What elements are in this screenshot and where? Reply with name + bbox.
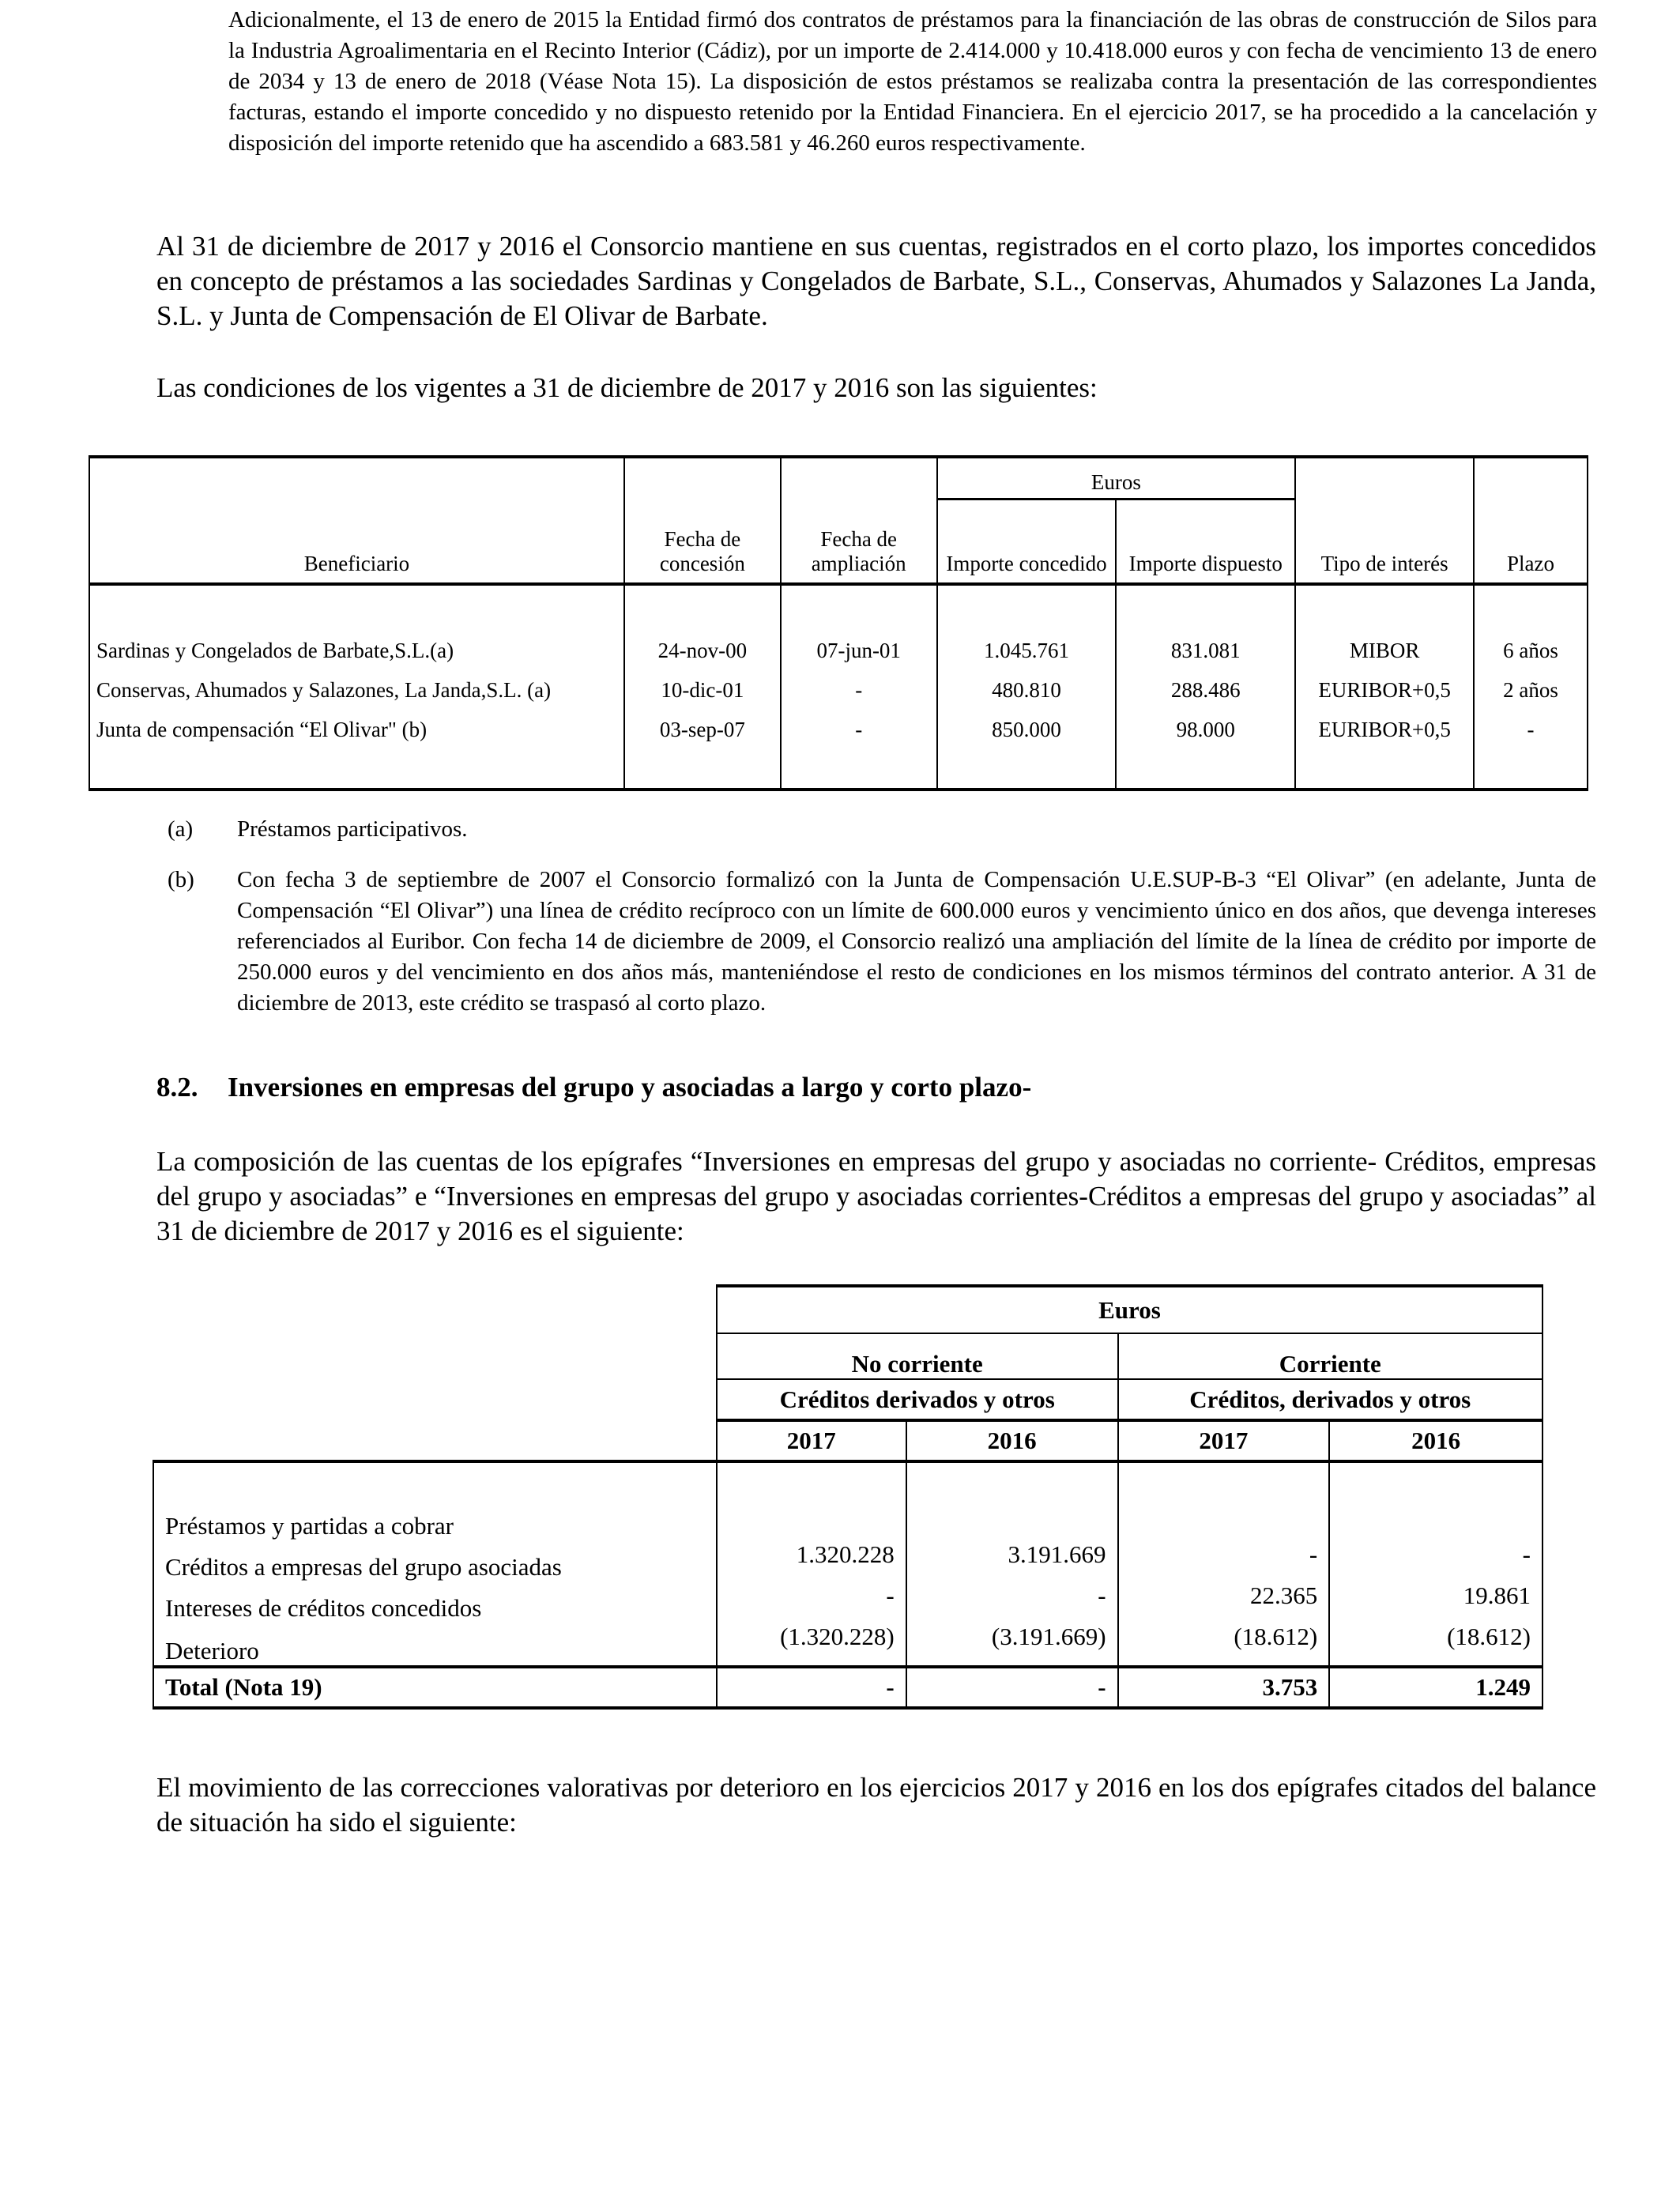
cell-beneficiario: Sardinas y Congelados de Barbate,S.L.(a) <box>89 584 624 663</box>
cell-value: (1.320.228) <box>717 1623 906 1667</box>
section-heading <box>156 1072 1031 1103</box>
cell-importe-concedido: 480.810 <box>937 663 1117 703</box>
section-number: 8.2. <box>156 1072 198 1103</box>
header-year: 2016 <box>1329 1420 1543 1461</box>
cell-importe-dispuesto: 98.000 <box>1116 703 1295 742</box>
header-importe-concedido: Importe concedido <box>937 499 1117 584</box>
cell-value: 1.320.228 <box>717 1540 906 1581</box>
movimiento-paragraph: El movimiento de las correcciones valorativas por deterioro en los ejercicios 2017 y 2016 en los dos epígrafes citados del balance de situación ha sido el siguiente: <box>156 1772 1596 1838</box>
table-row <box>153 1623 1543 1667</box>
row-label: Créditos a empresas del grupo asociadas <box>153 1540 717 1581</box>
header-fecha-concesion: Fecha de concesión <box>624 457 781 584</box>
cell-fecha-ampliacion: - <box>781 703 937 742</box>
footnote-text: Con fecha 3 de septiembre de 2007 el Consorcio formalizó con la Junta de Compensación U.E.SUP-B-3 “El Olivar” (en adelante, Junta de Compensación “El Olivar”) una línea de crédito recíproco con un límite de 600.000 euros y vencimiento único en dos años, que devenga intereses referenciados al Euribor. Con fecha 14 de diciembre de 2009, el Consorcio realizó una ampliación del límite de la línea de crédito por importe de 250.000 euros y del vencimiento en dos años más, manteniéndose el resto de condiciones en los mismos términos del contrato anterior. A 31 de diciembre de 2013, este crédito se traspasó al corto plazo. <box>237 867 1596 1016</box>
cell-tipo-interes: EURIBOR+0,5 <box>1295 663 1474 703</box>
cell-value: (3.191.669) <box>906 1623 1118 1667</box>
cell-plazo: 6 años <box>1474 584 1588 663</box>
cell-importe-dispuesto: 288.486 <box>1116 663 1295 703</box>
table-row <box>153 1581 1543 1623</box>
footnote-a <box>168 814 1596 845</box>
table-row <box>89 703 1588 742</box>
total-label: Total (Nota 19) <box>153 1667 717 1708</box>
header-beneficiario: Beneficiario <box>89 457 624 584</box>
cell-value: 19.861 <box>1329 1581 1543 1623</box>
header-year: 2016 <box>906 1420 1118 1461</box>
header-c-sub: Créditos, derivados y otros <box>1118 1379 1543 1420</box>
row-section-label: Préstamos y partidas a cobrar <box>153 1461 717 1540</box>
cell-importe-concedido: 1.045.761 <box>937 584 1117 663</box>
header-plazo: Plazo <box>1474 457 1588 584</box>
total-value: 3.753 <box>1118 1667 1330 1708</box>
header-tipo-interes: Tipo de interés <box>1295 457 1474 584</box>
cell-value: (18.612) <box>1118 1623 1330 1667</box>
total-value: 1.249 <box>1329 1667 1543 1708</box>
cell-tipo-interes: MIBOR <box>1295 584 1474 663</box>
table-row <box>89 663 1588 703</box>
table-row <box>89 584 1588 663</box>
cell-value: - <box>717 1581 906 1623</box>
header-importe-dispuesto: Importe dispuesto <box>1116 499 1295 584</box>
header-year: 2017 <box>1118 1420 1330 1461</box>
loans-table <box>89 455 1588 791</box>
cell-plazo: - <box>1474 703 1588 742</box>
cell-value: (18.612) <box>1329 1623 1543 1667</box>
investments-table <box>153 1284 1543 1710</box>
cell-value: - <box>906 1581 1118 1623</box>
cell-beneficiario: Conservas, Ahumados y Salazones, La Janda,S.L. (a) <box>89 663 624 703</box>
table-row <box>153 1540 1543 1581</box>
cell-value: - <box>1118 1540 1330 1581</box>
footnote-text: Préstamos participativos. <box>237 816 468 842</box>
cell-fecha-ampliacion: - <box>781 663 937 703</box>
cell-beneficiario: Junta de compensación “El Olivar" (b) <box>89 703 624 742</box>
total-row <box>153 1667 1543 1708</box>
header-no-corriente: No corriente <box>717 1333 1118 1379</box>
cell-tipo-interes: EURIBOR+0,5 <box>1295 703 1474 742</box>
header-year: 2017 <box>717 1420 906 1461</box>
total-value: - <box>717 1667 906 1708</box>
header-fecha-ampliacion: Fecha de ampliación <box>781 457 937 584</box>
header-euros: Euros <box>717 1286 1543 1333</box>
header-corriente: Corriente <box>1118 1333 1543 1379</box>
condiciones-paragraph: Las condiciones de los vigentes a 31 de diciembre de 2017 y 2016 son las siguientes: <box>156 372 1098 403</box>
intro-paragraph: Adicionalmente, el 13 de enero de 2015 la Entidad firmó dos contratos de préstamos para la financiación de las obras de construcción de Silos para la Industria Agroalimentaria en el Recinto Interior (Cádiz), por un importe de 2.414.000 y 10.418.000 euros y con fecha de vencimiento 13 de enero de 2034 y 13 de enero de 2018 (Véase Nota 15). La disposición de estos préstamos se realizaba contra la presentación de las correspondientes facturas, estando el importe concedido y no dispuesto retenido por la Entidad Financiera. En el ejercicio 2017, se ha procedido a la cancelación y disposición del importe retenido que ha ascendido a 683.581 y 46.260 euros respectivamente. <box>228 7 1597 156</box>
header-euros: Euros <box>937 457 1296 499</box>
row-label: Intereses de créditos concedidos <box>153 1581 717 1623</box>
cell-plazo: 2 años <box>1474 663 1588 703</box>
footnote-label: (a) <box>168 816 194 842</box>
header-nc-sub: Créditos derivados y otros <box>717 1379 1118 1420</box>
cell-value: 22.365 <box>1118 1581 1330 1623</box>
footnote-label: (b) <box>168 867 194 892</box>
row-label: Deterioro <box>153 1623 717 1667</box>
cell-fecha-concesion: 24-nov-00 <box>624 584 781 663</box>
cell-fecha-concesion: 10-dic-01 <box>624 663 781 703</box>
composicion-paragraph: La composición de las cuentas de los epígrafes “Inversiones en empresas del grupo y asociadas no corriente- Créditos, empresas del grupo y asociadas” e “Inversiones en empresas del grupo y asociadas corrientes-Créditos a empresas del grupo y asociadas” al 31 de diciembre de 2017 y 2016 es el siguiente: <box>156 1146 1596 1246</box>
cell-importe-concedido: 850.000 <box>937 703 1117 742</box>
section-title: Inversiones en empresas del grupo y asociadas a largo y corto plazo- <box>228 1072 1032 1103</box>
consorcio-paragraph: Al 31 de diciembre de 2017 y 2016 el Consorcio mantiene en sus cuentas, registrados en el corto plazo, los importes concedidos en concepto de préstamos a las sociedades Sardinas y Congelados de Barbate, S.L., Conservas, Ahumados y Salazones La Janda, S.L. y Junta de Compensación de El Olivar de Barbate. <box>156 231 1596 331</box>
cell-fecha-ampliacion: 07-jun-01 <box>781 584 937 663</box>
total-value: - <box>906 1667 1118 1708</box>
cell-fecha-concesion: 03-sep-07 <box>624 703 781 742</box>
cell-importe-dispuesto: 831.081 <box>1116 584 1295 663</box>
footnote-b <box>168 865 1596 1019</box>
cell-value: 3.191.669 <box>906 1540 1118 1581</box>
cell-value: - <box>1329 1540 1543 1581</box>
